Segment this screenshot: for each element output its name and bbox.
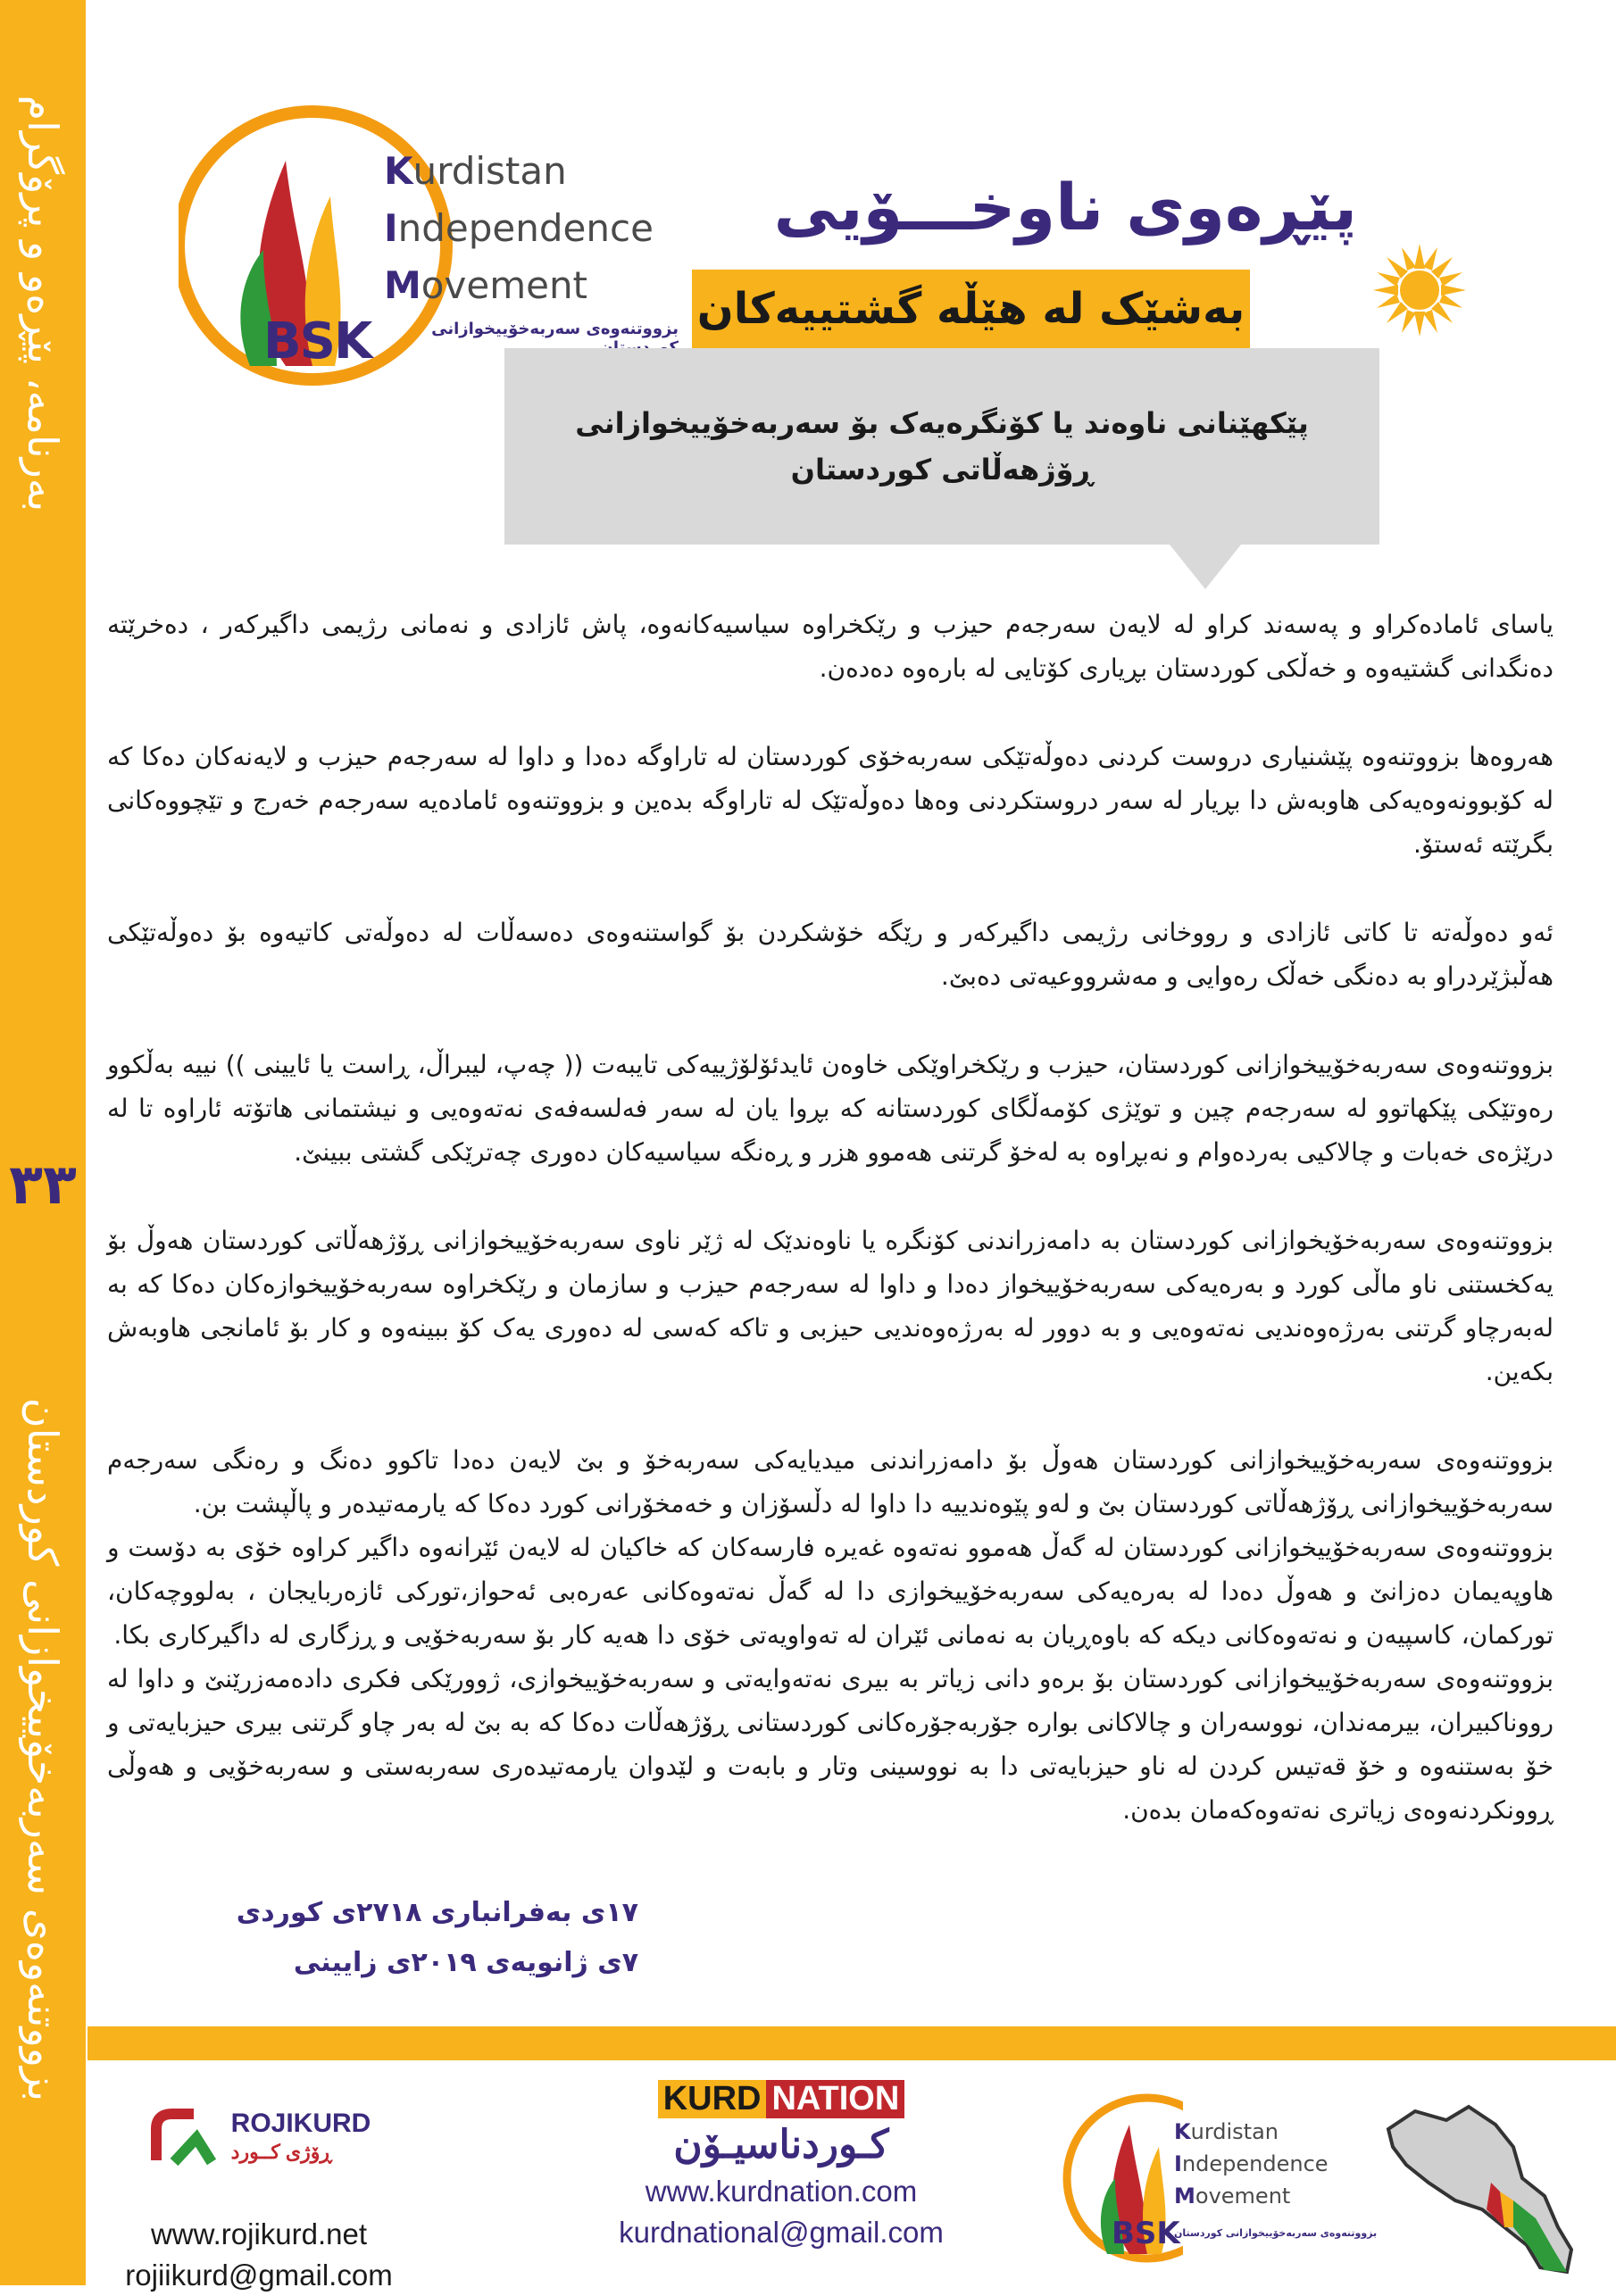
logo-acronym: BSK: [263, 312, 371, 370]
date-kurdish: ١٧ی بەفرانباری ٢٧١٨ی کوردی: [236, 1897, 638, 1928]
callout-line-2: ڕۆژهەڵاتی کوردستان: [790, 453, 1094, 487]
kurdnation-block: [603, 2080, 960, 2253]
paragraph-4: بزووتنەوەی سەربەخۆییخوازانی کوردستان، حیزب و رێکخراوێکی خاوەن ئایدئۆلۆژییەکی تایبەت (( چەپ، لیبراڵ، ڕاست یا ئایینی )) نییە بەڵکوو رەوتێکی پێکهاتوو لە سەرجەم چین و توێژی کۆمەڵگای کوردستانە کە بڕوا یان لە سەر فەلسەفەی نەتەوەیی و نیشتمانی هاتۆتە ئاراوە تا لە درێژەی خەبات و چالاکیی بەردەوام و نەبڕاوە بە لەخۆ گرتنی هەموو هزر و ڕەنگە سیاسیەکان دەوری چەترێکی گشتی ببینێ.: [107, 1050, 1554, 1167]
callout-pointer: [1170, 545, 1241, 589]
logo-wordmark: Kurdistan Independence Movement: [384, 149, 654, 307]
rojikurd-logo: [98, 2098, 420, 2178]
rojikurd-site-link[interactable]: www.rojikurd.net: [150, 2217, 368, 2250]
paragraph-1: یاسای ئامادەکراو و پەسەند کراو لە لایەن سەرجەم حیزب و رێکخراوە سیاسیەکانەوە، پاش ئازادی و نەمانی رژیمی داگیرکەر ، دەخرێتە دەنگدانی گشتیەوە و خەڵکی کوردستان بڕیاری کۆتایی لە بارەوە دەدەن.: [107, 610, 1554, 683]
rojikurd-icon: [147, 2107, 219, 2169]
rojikurd-email-link[interactable]: rojiikurd@gmail.com: [125, 2259, 393, 2292]
side-top-text: بەرنامە، پێڕەو و پرۆگرام: [19, 95, 67, 512]
paragraph-5: بزووتنەوەی سەربەخۆیخوازانی کوردستان بە دامەزراندنی کۆنگرە یا ناوەندێک لە ژێر ناوی سەربەخۆییخوازانی ڕۆژهەڵاتی کوردستان هەوڵ بۆ یەکخستنی ناو ماڵی کورد و بەرەیەکی سەربەخۆییخواز دەدا و داوا لە سەرجەم حیزب و سازمان و رێکخراوە سەربەخۆییخوازەکان دەکا کە بە لەبەرچاو گرتنی بەرژەوەندیی نەتەوەیی و بە دوور لە بەرژەوەندیی حیزبی و تاکە کەسی لە دەوری یەک کۆ ببینەوە و کار بۆ ئامانجی هاوبەش بکەین.: [107, 1226, 1554, 1386]
callout-line-1: پێکهێنانی ناوەند یا کۆنگرەیەک بۆ سەربەخۆییخوازانی: [575, 406, 1309, 440]
kurdnation-native-name: کـوردناسیـۆن: [673, 2123, 889, 2167]
bsk-small-subtitle: بزووتنەوەی سەربەخۆییخوازانی کوردستان: [1174, 2227, 1378, 2239]
side-strip-inner: [0, 0, 86, 2285]
sun-icon: [1370, 241, 1469, 339]
section-subtitle: بەشێک لە هێڵە گشتییەکان: [692, 270, 1250, 348]
kurdnation-logo: KURD NATION: [658, 2080, 905, 2118]
bsk-small-acronym: BSK: [1112, 2216, 1180, 2251]
bsk-small-wordmark: Kurdistan Independence Movement: [1174, 2119, 1329, 2209]
paragraph-6: بزووتنەوەی سەربەخۆییخوازانی کوردستان هەوڵ بۆ دامەزراندنی میدیایەکی سەربەخۆ و بێ لایەن دەدا تاکوو دەنگ و رەنگی سەرجەم سەربەخۆییخوازانی ڕۆژهەڵاتی کوردستان بێ و لەو پێوەندییە دا داوا لە دڵسۆزان و خەمخۆرانی کورد دەکا کە یارمەتیدەر و پاڵپشت بن.: [107, 1445, 1554, 1518]
side-strip: [0, 0, 86, 2285]
paragraph-2: هەروەها بزووتنەوە پێشنیاری دروست کردنی دەوڵەتێکی سەربەخۆی کوردستان لە تاراوگە دەدا و داوا لە سەرجەم حیزب و لایەنەکان دەکا کە لە کۆبوونەوەیەکی هاوبەش دا بڕیار لە سەر دروستکردنی وەها دەوڵەتێک لە تاراوگە بدەین و بزووتنەوە ئامادەیە سەرجەم خەرج و تێچووەکانی بگرێتە ئەستۆ.: [107, 742, 1554, 859]
kurdnation-links: [603, 2171, 960, 2253]
rojikurd-links: [98, 2214, 420, 2296]
side-bottom-text: بزووتنەوەی سەربەخۆییخوازانی کوردستان: [19, 1397, 67, 2102]
logo-subtitle: بزووتنەوەی سەربەخۆییخوازانی: [431, 320, 679, 338]
rojikurd-block: [98, 2098, 420, 2296]
callout-box: [504, 348, 1379, 545]
bsk-logo-small: [1058, 2080, 1379, 2276]
page-title: پێڕەوی ناوخـــۆیی: [773, 170, 1357, 245]
paragraph-3: ئەو دەوڵەتە تا کاتی ئازادی و رووخانی رژیمی داگیرکەر و رێگە خۆشکردن بۆ گواستنەوەی دەسەڵات لە دەوڵەتی کاتیەوە بۆ دەوڵەتێکی هەڵبژێردراو بە دەنگی خەڵک رەوایی و مەشرووعیەتی دەبێ.: [107, 918, 1554, 991]
page-number: ٣٣: [5, 1152, 80, 1217]
kurdistan-map-icon: [1379, 2093, 1585, 2281]
date-block: [237, 1888, 638, 1988]
footer-divider: [87, 2026, 1616, 2060]
paragraph-8: بزووتنەوەی سەربەخۆییخوازانی کوردستان بۆ برەو دانی زیاتر بە بیری نەتەوایەتی و سەربەخۆییخوازی، ژوورێکی فکری دادەمەزرێنێ و داوا لە رووناکبیران، بیرمەندان، نووسەران و چالاکانی بوارە جۆربەجۆرەکانی کوردستانی ڕۆژهەڵات دەکا کە بە بێ لە بەر چاو گرتنی بیری حیزبایەتی و خۆ بەستنەوە و خۆ قەتیس کردن لە ناو حیزبایەتی دا بە نووسینی وتار و بابەت و لێدوان یارمەتیدەری سەربەستی و سەربەخۆیی و هەوڵی ڕوونکردنەوەی زیاتری نەتەوەکەمان بدەن.: [107, 1664, 1554, 1825]
paragraph-7: بزووتنەوەی سەربەخۆییخوازانی کوردستان لە گەڵ هەموو نەتەوە غەیرە فارسەکان کە خاکیان لە لایەن ئێرانەوە داگیر کراوە خۆی بە دۆست و هاوپەیمان دەزانێ و هەوڵ دەدا لە بەرەیەکی سەربەخۆییخوازی دا لە گەڵ نەتەوەکانی عەرەبی ئەحواز،تورکی ئازەربایجان ، بەلووچەکان، تورکمان، کاسپیەن و نەتەوەکانی دیکە کە باوەڕیان بە نەمانی ئێران لە تەواویەتی خۆی دا هەیە کار بۆ سەربەخۆیی و ڕزگاری لە داگیرکاری بکا.: [107, 1533, 1554, 1650]
rojikurd-name: ROJIKURD ڕۆژی کــورد: [230, 2109, 371, 2163]
kurdnation-email-link[interactable]: kurdnational@gmail.com: [619, 2216, 944, 2249]
kurdnation-site-link[interactable]: www.kurdnation.com: [645, 2175, 918, 2208]
body-text: [107, 603, 1554, 1832]
date-gregorian: ٧ی ژانویەی ٢٠١٩ی زایینی: [293, 1947, 638, 1978]
